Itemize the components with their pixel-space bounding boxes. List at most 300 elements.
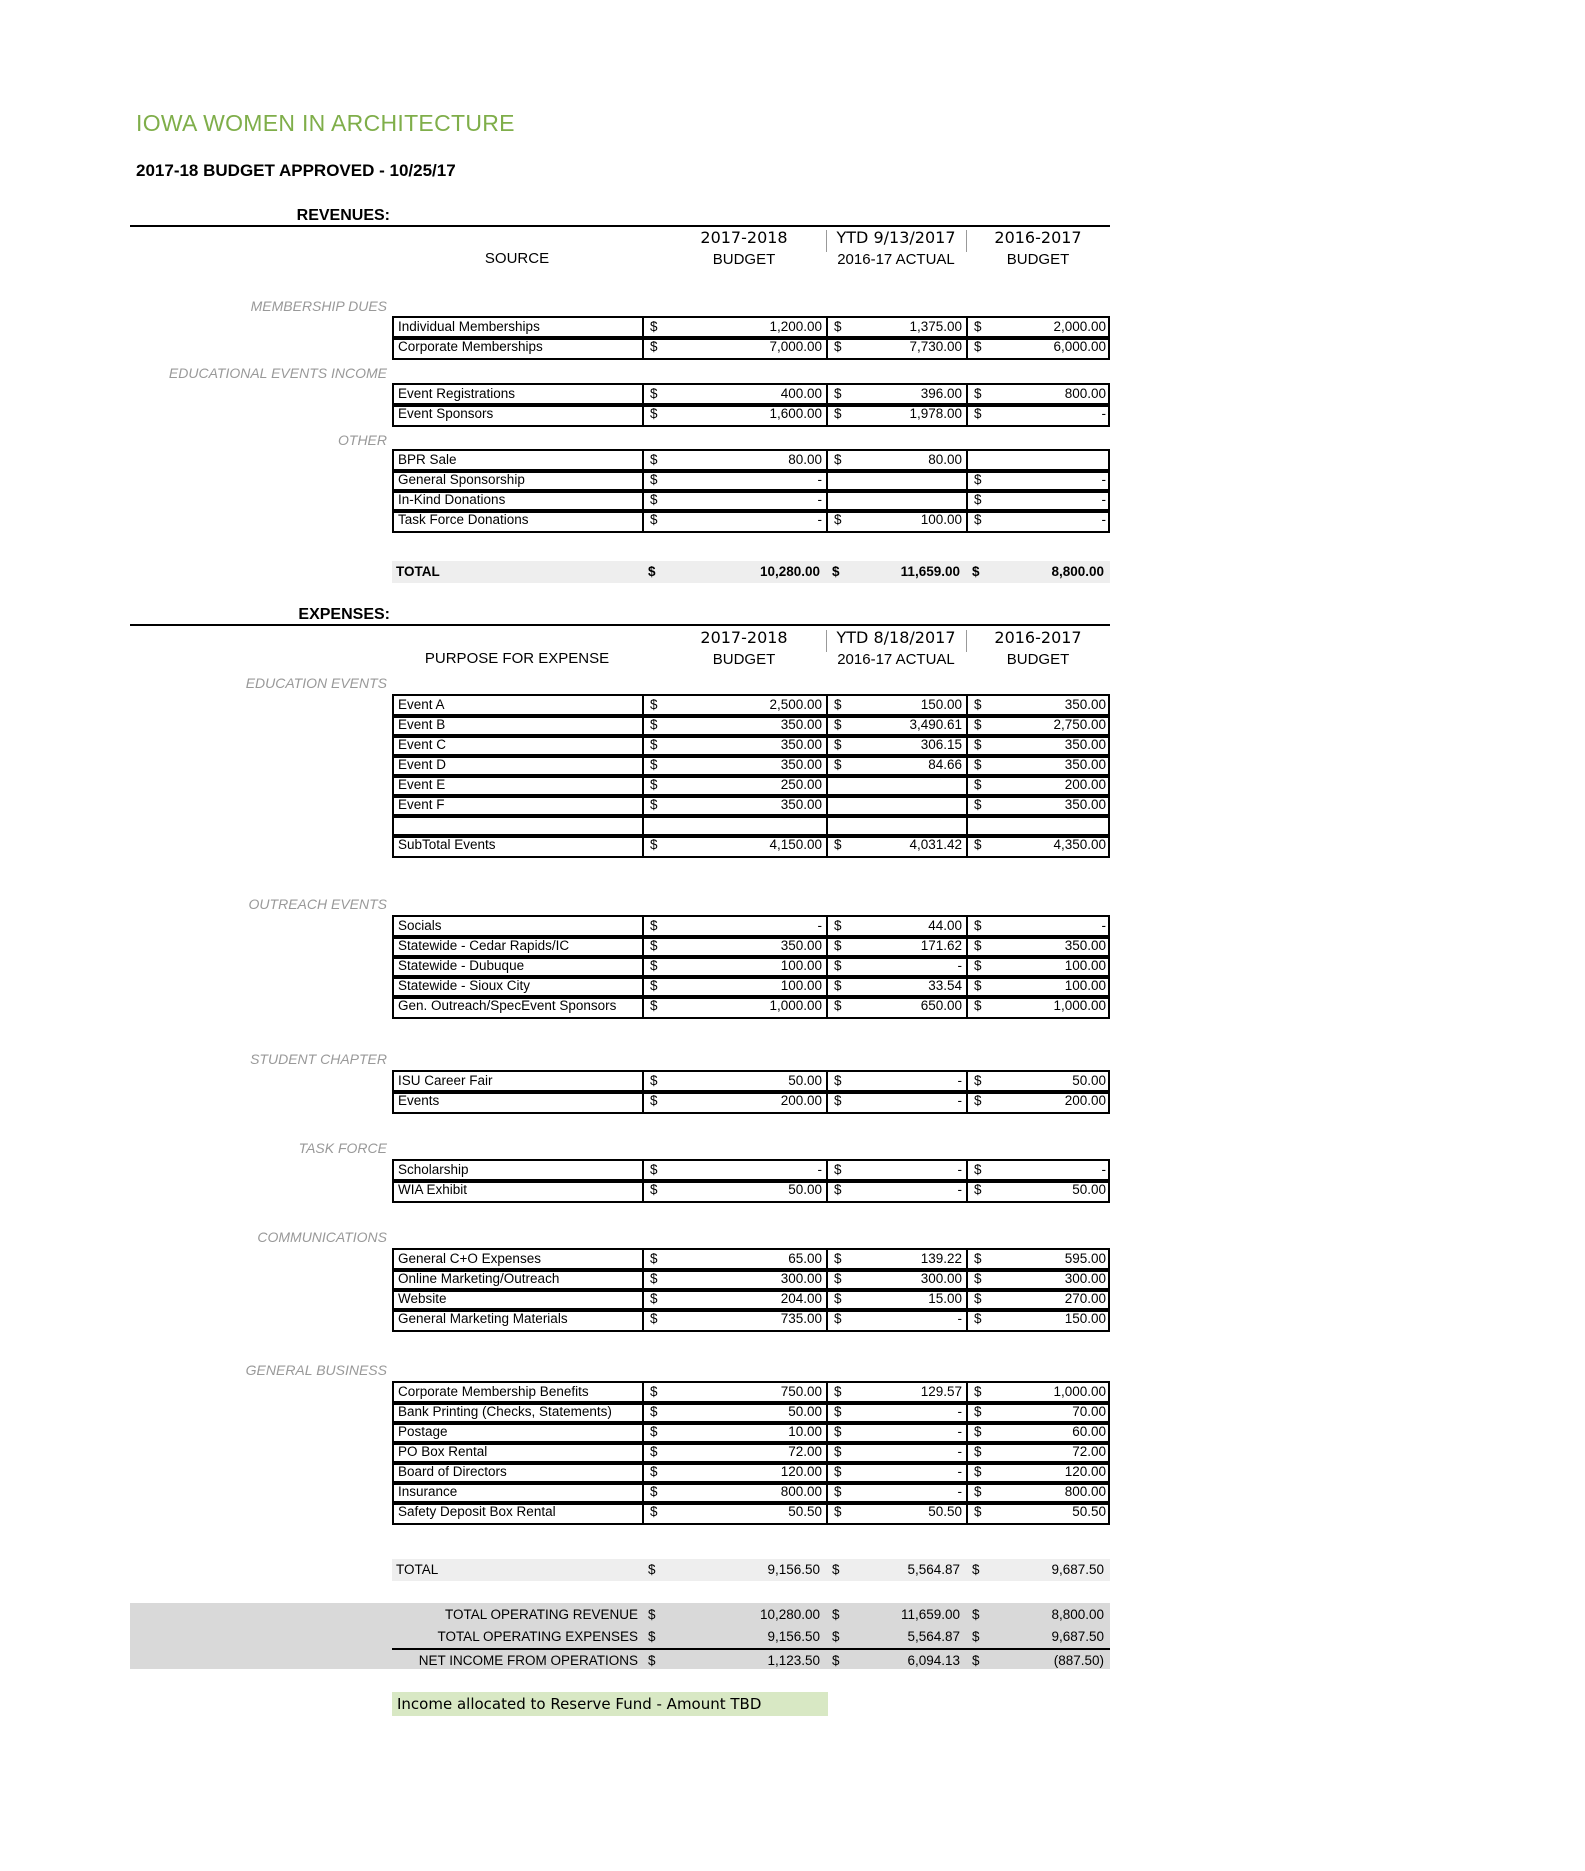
cell-d1: $	[650, 512, 658, 527]
expenses-col2-header	[826, 628, 966, 668]
cell-v1: 50.00	[788, 1182, 822, 1197]
cell-d1: $	[650, 697, 658, 712]
cell-v3: 60.00	[1072, 1424, 1106, 1439]
expense-category-label: STUDENT CHAPTER	[250, 1051, 387, 1067]
cell-v1: 750.00	[780, 1384, 822, 1399]
column-rule	[642, 338, 644, 358]
cell-d2: $	[834, 1504, 842, 1519]
cell-label: Online Marketing/Outreach	[398, 1271, 560, 1286]
cell-v3: -	[1101, 492, 1106, 507]
cell-v3: 8,800.00	[1051, 1607, 1104, 1622]
cell-v1: 10,280.00	[759, 564, 820, 579]
column-rule	[966, 1503, 968, 1523]
column-rule	[642, 977, 644, 997]
cell-v3: 800.00	[1064, 386, 1106, 401]
column-rule	[966, 1161, 968, 1181]
cell-label: Gen. Outreach/SpecEvent Sponsors	[398, 998, 617, 1013]
column-rule	[966, 405, 968, 425]
cell-v1: 200.00	[780, 1093, 822, 1108]
column-rule	[642, 1092, 644, 1112]
cell-label: TOTAL OPERATING EXPENSES	[437, 1629, 638, 1644]
cell-d2: $	[834, 978, 842, 993]
cell-d1: $	[650, 1162, 658, 1177]
cell-d1: $	[650, 1484, 658, 1499]
revenues-col1-line2: BUDGET	[712, 251, 776, 268]
column-rule	[642, 318, 644, 338]
cell-d3: $	[974, 1251, 982, 1266]
cell-v3: 4,350.00	[1053, 837, 1106, 852]
cell-v3: 9,687.50	[1051, 1562, 1104, 1577]
cell-d1: $	[650, 339, 658, 354]
expenses-col1-header	[662, 628, 826, 668]
cell-v3: 120.00	[1064, 1464, 1106, 1479]
expense-row	[392, 1179, 1110, 1203]
revenues-col2-line1: YTD 9/13/2017	[836, 228, 956, 247]
cell-label: Corporate Memberships	[398, 339, 543, 354]
column-rule	[966, 776, 968, 796]
column-rule	[642, 997, 644, 1017]
column-rule	[642, 1161, 644, 1181]
cell-v3: 300.00	[1064, 1271, 1106, 1286]
column-rule	[826, 937, 828, 957]
column-rule	[966, 1383, 968, 1403]
column-rule	[826, 471, 828, 491]
cell-v2: -	[957, 958, 962, 973]
cell-label: Statewide - Sioux City	[398, 978, 531, 993]
cell-v3: 50.50	[1072, 1504, 1106, 1519]
cell-v2: 7,730.00	[909, 339, 962, 354]
cell-label: General Sponsorship	[398, 472, 525, 487]
cell-d1: $	[650, 737, 658, 752]
cell-d2: $	[834, 1271, 842, 1286]
cell-d2: $	[834, 938, 842, 953]
cell-label: General Marketing Materials	[398, 1311, 568, 1326]
cell-d2: $	[834, 1484, 842, 1499]
cell-v3: 595.00	[1064, 1251, 1106, 1266]
cell-label: SubTotal Events	[398, 837, 496, 852]
cell-v2: 80.00	[928, 452, 962, 467]
revenues-col1-header	[662, 228, 826, 268]
cell-d3: $	[974, 492, 982, 507]
cell-v2	[848, 471, 968, 489]
cell-label: Event Registrations	[398, 386, 516, 401]
cell-v3: 350.00	[1064, 757, 1106, 772]
cell-v1: 4,150.00	[769, 837, 822, 852]
expense-category-label: COMMUNICATIONS	[257, 1229, 387, 1245]
cell-v2: 396.00	[920, 386, 962, 401]
summary-row	[392, 1626, 1110, 1648]
cell-label: Board of Directors	[398, 1464, 507, 1479]
cell-d1: $	[650, 1093, 658, 1108]
cell-v2: 5,564.87	[907, 1629, 960, 1644]
column-rule	[826, 756, 828, 776]
column-rule	[642, 1423, 644, 1443]
cell-label: Event Sponsors	[398, 406, 494, 421]
cell-d2: $	[834, 452, 842, 467]
cell-v1	[664, 816, 828, 834]
cell-v1: 735.00	[780, 1311, 822, 1326]
expenses-section-label: EXPENSES:	[298, 606, 390, 623]
revenue-category-label: MEMBERSHIP DUES	[250, 298, 387, 314]
cell-label: Event F	[398, 797, 445, 812]
cell-d2: $	[832, 1562, 840, 1577]
cell-v2: 3,490.61	[909, 717, 962, 732]
cell-v1: 800.00	[780, 1484, 822, 1499]
column-rule	[826, 1181, 828, 1201]
cell-d3: $	[974, 1444, 982, 1459]
column-rule	[642, 491, 644, 511]
cell-v1: -	[817, 512, 822, 527]
cell-v3: (887.50)	[1053, 1653, 1104, 1668]
cell-v3: -	[1101, 406, 1106, 421]
cell-v2: 44.00	[928, 918, 962, 933]
expense-category-label: GENERAL BUSINESS	[245, 1362, 387, 1378]
cell-v2: 139.22	[920, 1251, 962, 1266]
cell-d3: $	[974, 1271, 982, 1286]
cell-d1	[644, 816, 664, 834]
cell-d3: $	[974, 512, 982, 527]
cell-v3: 50.00	[1072, 1182, 1106, 1197]
cell-v1: -	[817, 1162, 822, 1177]
cell-d2	[828, 776, 848, 794]
cell-v2: 15.00	[928, 1291, 962, 1306]
cell-d1: $	[650, 837, 658, 852]
cell-d1: $	[650, 492, 658, 507]
cell-v1: 350.00	[780, 938, 822, 953]
cell-v3: 1,000.00	[1053, 998, 1106, 1013]
revenue-category-label: EDUCATIONAL EVENTS INCOME	[168, 365, 387, 381]
cell-v2: 84.66	[928, 757, 962, 772]
column-rule	[642, 917, 644, 937]
column-rule	[826, 736, 828, 756]
column-rule	[642, 736, 644, 756]
cell-d2: $	[832, 1653, 840, 1668]
cell-v1: 65.00	[788, 1251, 822, 1266]
cell-d2	[828, 816, 848, 834]
cell-v1: 9,156.50	[767, 1562, 820, 1577]
cell-v1: -	[817, 472, 822, 487]
column-rule	[966, 957, 968, 977]
column-rule	[826, 1092, 828, 1112]
cell-v3	[988, 816, 1112, 834]
cell-label: Safety Deposit Box Rental	[398, 1504, 556, 1519]
cell-v2	[848, 816, 968, 834]
column-rule	[642, 1463, 644, 1483]
cell-d2: $	[834, 406, 842, 421]
cell-d3: $	[974, 717, 982, 732]
cell-v3: -	[1101, 512, 1106, 527]
cell-label: General C+O Expenses	[398, 1251, 541, 1266]
column-rule	[826, 1161, 828, 1181]
cell-d2: $	[834, 1251, 842, 1266]
column-rule	[642, 1503, 644, 1523]
cell-d1: $	[650, 406, 658, 421]
cell-d3: $	[972, 1653, 980, 1668]
column-rule	[642, 1383, 644, 1403]
cell-d1: $	[650, 938, 658, 953]
column-rule	[826, 1443, 828, 1463]
column-rule	[966, 491, 968, 511]
cell-label: Individual Memberships	[398, 319, 540, 334]
cell-d3: $	[974, 1484, 982, 1499]
cell-v3: 2,000.00	[1053, 319, 1106, 334]
column-rule	[826, 836, 828, 856]
reserve-fund-note: Income allocated to Reserve Fund - Amount TBD	[392, 1692, 828, 1716]
cell-v2: 5,564.87	[907, 1562, 960, 1577]
cell-v1: 2,500.00	[769, 697, 822, 712]
cell-v2: -	[957, 1424, 962, 1439]
cell-d1: $	[650, 978, 658, 993]
expenses-col2-line2: 2016-17 ACTUAL	[837, 651, 955, 668]
cell-d2: $	[834, 757, 842, 772]
cell-d2	[828, 471, 848, 489]
cell-d1: $	[650, 958, 658, 973]
cell-d1: $	[650, 1291, 658, 1306]
cell-d1: $	[648, 1562, 656, 1577]
cell-v2: 306.15	[920, 737, 962, 752]
cell-v1: 1,000.00	[769, 998, 822, 1013]
cell-d2: $	[832, 564, 840, 579]
cell-d1: $	[650, 1073, 658, 1088]
cell-v1: 120.00	[780, 1464, 822, 1479]
cell-label: Statewide - Cedar Rapids/IC	[398, 938, 570, 953]
expense-category-label: EDUCATION EVENTS	[245, 675, 387, 691]
column-rule	[966, 1483, 968, 1503]
column-rule	[966, 736, 968, 756]
cell-v2	[848, 796, 968, 814]
cell-d3: $	[974, 797, 982, 812]
column-rule	[826, 385, 828, 405]
column-rule	[826, 318, 828, 338]
cell-v3: 1,000.00	[1053, 1384, 1106, 1399]
cell-v2: -	[957, 1484, 962, 1499]
cell-d3: $	[972, 1607, 980, 1622]
cell-v2: -	[957, 1093, 962, 1108]
revenue-category-label: OTHER	[338, 432, 387, 448]
cell-d1: $	[650, 757, 658, 772]
cell-v2: 4,031.42	[909, 837, 962, 852]
column-rule	[826, 917, 828, 937]
cell-d2: $	[834, 1444, 842, 1459]
column-rule	[642, 1181, 644, 1201]
column-rule	[966, 1270, 968, 1290]
cell-d1: $	[650, 386, 658, 401]
cell-d1: $	[650, 717, 658, 732]
cell-d1: $	[650, 472, 658, 487]
cell-d3: $	[974, 406, 982, 421]
cell-d3: $	[974, 1182, 982, 1197]
cell-v3: 350.00	[1064, 737, 1106, 752]
cell-v1: 400.00	[780, 386, 822, 401]
cell-v2: 171.62	[920, 938, 962, 953]
cell-d2: $	[834, 386, 842, 401]
column-rule	[966, 1072, 968, 1092]
cell-label: Event B	[398, 717, 446, 732]
cell-d3: $	[974, 339, 982, 354]
cell-d3: $	[974, 757, 982, 772]
cell-d1: $	[650, 1404, 658, 1419]
cell-v1: -	[817, 918, 822, 933]
cell-d2: $	[834, 737, 842, 752]
column-rule	[826, 997, 828, 1017]
cell-label: Corporate Membership Benefits	[398, 1384, 589, 1399]
cell-v2: -	[957, 1404, 962, 1419]
cell-v3: -	[1101, 918, 1106, 933]
cell-v1: 1,600.00	[769, 406, 822, 421]
cell-v2: -	[957, 1444, 962, 1459]
cell-v3: 270.00	[1064, 1291, 1106, 1306]
cell-v1: 10,280.00	[759, 1607, 820, 1622]
cell-d1: $	[650, 1251, 658, 1266]
summary-row	[392, 1604, 1110, 1626]
cell-v2	[848, 491, 968, 509]
cell-label: Scholarship	[398, 1162, 469, 1177]
column-rule	[826, 491, 828, 511]
cell-d3: $	[972, 564, 980, 579]
column-rule	[642, 385, 644, 405]
cell-d3	[968, 451, 988, 469]
cell-v3: 200.00	[1064, 777, 1106, 792]
cell-d2	[828, 796, 848, 814]
cell-d2: $	[834, 1404, 842, 1419]
cell-d3: $	[974, 472, 982, 487]
cell-label: Task Force Donations	[398, 512, 529, 527]
cell-d3: $	[974, 386, 982, 401]
budget-subtitle: 2017-18 BUDGET APPROVED - 10/25/17	[136, 161, 456, 180]
column-rule	[966, 511, 968, 531]
column-rule	[826, 511, 828, 531]
cell-v2: -	[957, 1162, 962, 1177]
cell-label: ISU Career Fair	[398, 1073, 493, 1088]
cell-d2: $	[834, 837, 842, 852]
cell-v1: 7,000.00	[769, 339, 822, 354]
cell-v3: 200.00	[1064, 1093, 1106, 1108]
cell-v3: 100.00	[1064, 958, 1106, 973]
column-rule	[966, 1092, 968, 1112]
cell-d1: $	[648, 1607, 656, 1622]
expenses-col3-header	[966, 628, 1110, 668]
cell-v3: 9,687.50	[1051, 1629, 1104, 1644]
column-rule	[966, 1290, 968, 1310]
column-rule	[966, 836, 968, 856]
cell-label: Event D	[398, 757, 447, 772]
column-rule	[826, 1463, 828, 1483]
column-rule	[966, 1423, 968, 1443]
cell-d2: $	[834, 958, 842, 973]
cell-label: Event C	[398, 737, 447, 752]
column-rule	[966, 716, 968, 736]
cell-d3: $	[974, 938, 982, 953]
column-rule	[642, 1270, 644, 1290]
column-rule	[966, 997, 968, 1017]
cell-v1: -	[817, 492, 822, 507]
column-rule	[826, 716, 828, 736]
cell-d2: $	[834, 998, 842, 1013]
expenses-col2-line1: YTD 8/18/2017	[836, 628, 956, 647]
column-rule	[966, 451, 968, 471]
cell-v1: 80.00	[788, 452, 822, 467]
cell-v3: 70.00	[1072, 1404, 1106, 1419]
cell-v2: 1,978.00	[909, 406, 962, 421]
column-rule	[642, 716, 644, 736]
cell-d2: $	[834, 1424, 842, 1439]
cell-v2: 100.00	[920, 512, 962, 527]
column-rule	[966, 1181, 968, 1201]
column-rule	[966, 1250, 968, 1270]
column-rule	[642, 1403, 644, 1423]
cell-d2: $	[834, 717, 842, 732]
column-rule	[826, 338, 828, 358]
cell-d1: $	[650, 777, 658, 792]
cell-label: TOTAL OPERATING REVENUE	[444, 1607, 638, 1622]
column-rule	[642, 405, 644, 425]
cell-v2: 1,375.00	[909, 319, 962, 334]
cell-d2: $	[834, 1093, 842, 1108]
column-rule	[642, 937, 644, 957]
cell-d2: $	[834, 1162, 842, 1177]
cell-d3: $	[974, 1311, 982, 1326]
cell-v2: -	[957, 1311, 962, 1326]
expenses-col3-line2: BUDGET	[1006, 651, 1070, 668]
cell-d2: $	[834, 319, 842, 334]
cell-label: NET INCOME FROM OPERATIONS	[418, 1653, 638, 1668]
cell-d3: $	[972, 1562, 980, 1577]
column-rule	[826, 1483, 828, 1503]
revenue-row	[392, 403, 1110, 427]
column-rule	[826, 1503, 828, 1523]
expense-row	[392, 1090, 1110, 1114]
revenues-source-header: SOURCE	[484, 250, 550, 267]
expenses-col1-line2: BUDGET	[712, 651, 776, 668]
cell-d1: $	[648, 1653, 656, 1668]
cell-v1: 350.00	[780, 717, 822, 732]
column-rule	[826, 1072, 828, 1092]
cell-v1: 350.00	[780, 757, 822, 772]
cell-v3: -	[1101, 1162, 1106, 1177]
summary-row	[392, 1648, 1110, 1672]
column-rule	[826, 1250, 828, 1270]
cell-d1: $	[650, 452, 658, 467]
column-rule	[642, 1290, 644, 1310]
cell-label: Event E	[398, 777, 446, 792]
column-rule	[642, 1483, 644, 1503]
column-rule	[826, 977, 828, 997]
revenue-row	[392, 509, 1110, 533]
column-rule	[642, 796, 644, 816]
expense-category-label: OUTREACH EVENTS	[248, 896, 387, 912]
cell-d1: $	[650, 319, 658, 334]
column-rule	[966, 696, 968, 716]
cell-d1: $	[650, 1424, 658, 1439]
cell-d3: $	[974, 958, 982, 973]
revenues-col1-line1: 2017-2018	[700, 228, 788, 247]
cell-label: Socials	[398, 918, 442, 933]
cell-label: Bank Printing (Checks, Statements)	[398, 1404, 612, 1419]
cell-d3: $	[974, 1384, 982, 1399]
cell-v3: 72.00	[1072, 1444, 1106, 1459]
column-rule	[826, 1310, 828, 1330]
cell-d1: $	[648, 1629, 656, 1644]
cell-label: Postage	[398, 1424, 448, 1439]
cell-d3: $	[974, 737, 982, 752]
column-rule	[642, 816, 644, 836]
cell-label: TOTAL	[396, 1562, 439, 1577]
column-rule	[826, 776, 828, 796]
cell-d3: $	[974, 1504, 982, 1519]
expenses-col3-line1: 2016-2017	[994, 628, 1082, 647]
column-rule	[642, 1072, 644, 1092]
cell-v2: 150.00	[920, 697, 962, 712]
